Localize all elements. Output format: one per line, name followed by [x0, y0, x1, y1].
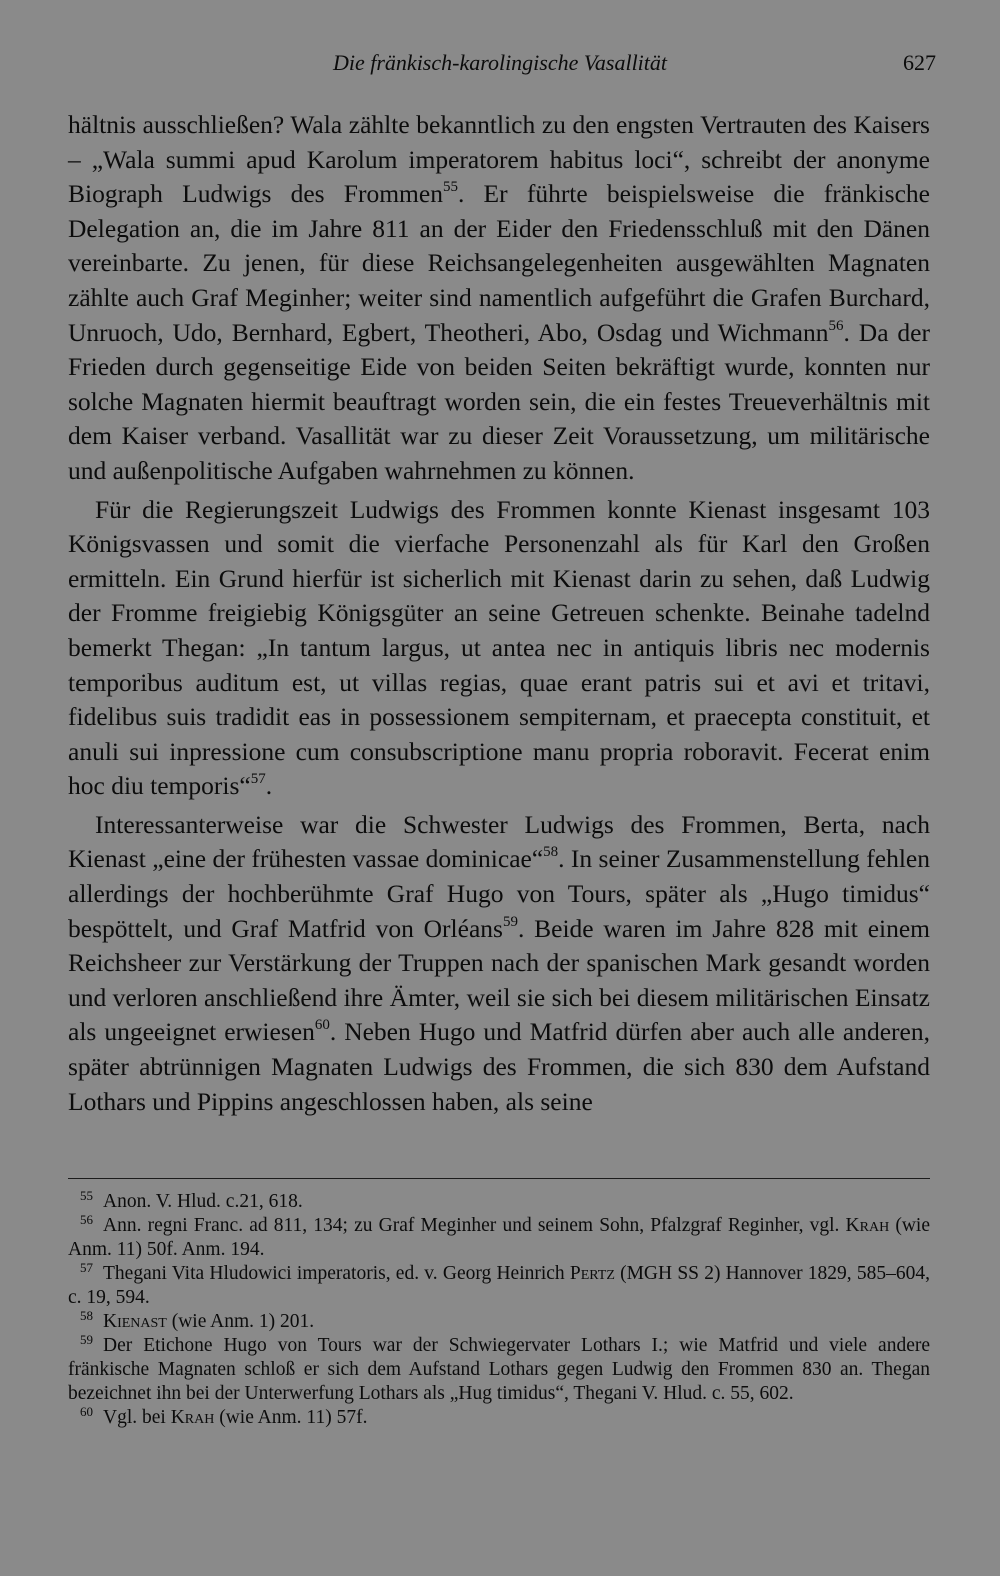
text-run: . Er führte beispielsweise die fränkische Delegation an, die im Jahre 811 an der Eider den Friedensschluß mit den Dänen vereinbarte. Zu jenen, für diese Reichsangelegenheiten ausgewählten Magnaten zählte auch Graf Meginher; weiter sind namentlich aufgeführt die Grafen Burchard, Unruoch, Udo, Bernhard, Egbert, Theotheri, Abo, Osdag und Wichmann	[68, 179, 930, 347]
footnote-number: 55	[80, 1188, 93, 1203]
text-run: . Beide waren im Jahre 828 mit einem Reichsheer zur Verstärkung der Truppen nach der spanischen Mark gesandt worden und verloren anschließend ihre Ämter, weil sie sich bei diesem militärischen Einsatz als ungeeignet erwiesen	[68, 913, 930, 1047]
text-run: . In seiner Zusammenstellung fehlen allerdings der hochberühmte Graf Hugo von Tours, später als „Hugo timidus“ bespöttelt, und Graf Matfrid von Orléans	[68, 844, 930, 943]
footnote-ref-57[interactable]: 57	[250, 771, 266, 788]
footnote-ref-59[interactable]: 59	[502, 913, 518, 930]
footnote-text: Ann. regni Franc. ad 811, 134; zu Graf Meginher und seinem Sohn, Pfalzgraf Reginher, vgl.	[103, 1215, 846, 1236]
footnote-ref-55[interactable]: 55	[442, 179, 458, 196]
text-run: Für die Regierungszeit Ludwigs des Frommen konnte Kienast insgesamt 103 Königsvassen und somit die vierfache Personenzahl als für Karl den Großen ermitteln. Ein Grund hierfür ist sicherlich mit Kienast darin zu sehen, daß Ludwig der Fromme freigiebig Königsgüter an seine Getreuen schenkte. Beinahe tadelnd bemerkt Thegan: „In tantum largus, ut antea nec in antiquis libris nec modernis temporibus auditum est, ut villas regias, quae erant patris sui et avi et tritavi, fidelibus suis tradidit eas in possessionem sempiternam, et praecepta constituit, et anuli sui inpressione cum consubscriptione manu propria roboravit. Fecerat enim hoc diu temporis“	[68, 494, 930, 801]
footnote-text: Vgl. bei	[103, 1407, 171, 1428]
paragraph-3	[68, 808, 930, 1119]
author-name: Kienast	[103, 1311, 167, 1332]
running-head	[0, 46, 1000, 80]
footnote-text: (wie Anm. 11) 50f. Anm. 194.	[68, 1215, 930, 1260]
footnote-text: Anon. V. Hlud. c.21, 618.	[103, 1191, 303, 1212]
footnote-ref-56[interactable]: 56	[828, 317, 844, 334]
footnote-text: (wie Anm. 11) 57f.	[214, 1407, 368, 1428]
author-name: Krah	[845, 1215, 890, 1236]
text-run: . Neben Hugo und Matfrid dürfen aber auch alle anderen, später abtrünnigen Magnaten Ludwigs des Frommen, die sich 830 dem Aufstand Lothars und Pippins angeschlossen haben, als seine	[68, 1017, 930, 1116]
footnote-number: 56	[80, 1212, 93, 1227]
paragraph-2	[68, 493, 930, 804]
footnote-text: Thegani Vita Hludowici imperatoris, ed. v. Georg Heinrich	[103, 1263, 570, 1284]
text-run: hältnis ausschließen? Wala zählte bekanntlich zu den engsten Vertrauten des Kaisers – „Wala summi apud Karolum imperatorem habitus loci“, schreibt der anonyme Biograph Ludwigs des Frommen	[68, 110, 930, 209]
paragraph-1	[68, 108, 930, 489]
author-name: Pertz	[569, 1263, 615, 1284]
footnote-text: (wie Anm. 1) 201.	[166, 1311, 315, 1332]
text-run: .	[265, 771, 273, 801]
footnote-text: (MGH SS 2) Hannover 1829, 585–604, c. 19, 594.	[68, 1263, 930, 1308]
footnote-text: Der Etichone Hugo von Tours war der Schwiegervater Lothars I.; wie Matfrid und viele andere fränkische Magnaten schloß er sich dem Aufstand Lothars gegen Ludwig den Frommen 830 an. Thegan bezeichnet ihn bei der Unterwerfung Lothars als „Hug timidus“, Thegani V. Hlud. c. 55, 602.	[68, 1335, 930, 1404]
footnote-60	[68, 1406, 930, 1430]
footnote-ref-58[interactable]: 58	[543, 844, 559, 861]
page-number: 627	[903, 50, 936, 75]
running-title: Die fränkisch-karolingische Vasallität	[332, 50, 668, 75]
footnote-59	[68, 1334, 930, 1406]
main-text	[68, 108, 930, 1119]
footnote-56	[68, 1214, 930, 1262]
author-name: Krah	[170, 1407, 215, 1428]
footnote-number: 58	[80, 1308, 93, 1323]
footnote-number: 60	[80, 1404, 93, 1419]
text-run: . Da der Frieden durch gegenseitige Eide von beiden Seiten bekräftigt wurde, konnten nur solche Magnaten hiermit beauftragt worden sein, die ein festes Treueverhältnis mit dem Kaiser verband. Vasallität war zu dieser Zeit Voraussetzung, um militärische und außenpolitische Aufgaben wahrnehmen zu können.	[68, 317, 930, 485]
text-run: Interessanterweise war die Schwester Ludwigs des Frommen, Berta, nach Kienast „eine der frühesten vassae dominicae“	[68, 809, 930, 874]
footnote-number: 57	[80, 1260, 93, 1275]
footnote-ref-60[interactable]: 60	[314, 1017, 330, 1034]
footnote-divider	[68, 1178, 930, 1179]
footnotes	[68, 1190, 930, 1430]
footnote-55	[68, 1190, 930, 1214]
footnote-57	[68, 1262, 930, 1310]
footnote-58	[68, 1310, 930, 1334]
footnote-number: 59	[80, 1332, 93, 1347]
